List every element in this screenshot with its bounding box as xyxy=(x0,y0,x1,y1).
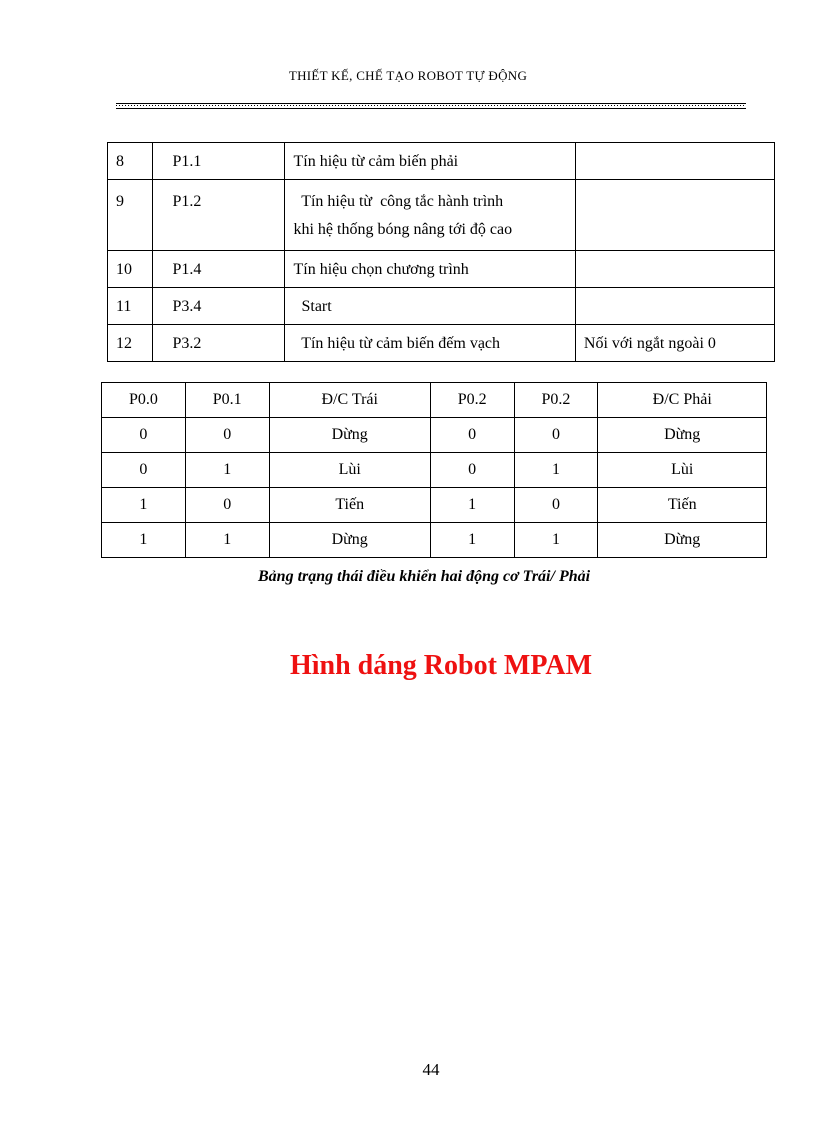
row-number: 9 xyxy=(108,180,153,251)
section-title: Hình dáng Robot MPAM xyxy=(289,650,593,681)
table-cell: Dừng xyxy=(269,523,430,558)
table-cell: Dừng xyxy=(269,418,430,453)
table-row xyxy=(108,143,775,180)
note-cell xyxy=(575,251,774,288)
row-number: 11 xyxy=(108,288,153,325)
table-cell: 0 xyxy=(185,418,269,453)
table-row xyxy=(108,251,775,288)
table-cell: 1 xyxy=(102,523,186,558)
column-header: Đ/C Trái xyxy=(269,383,430,418)
table-cell: 0 xyxy=(430,418,514,453)
table-caption: Bảng trạng thái điều khiển hai động cơ Trái/ Phải xyxy=(258,568,591,585)
table-row xyxy=(102,418,767,453)
column-header: P0.2 xyxy=(430,383,514,418)
table-cell: 0 xyxy=(430,453,514,488)
table-cell: 0 xyxy=(102,418,186,453)
note-cell xyxy=(575,143,774,180)
description-cell xyxy=(285,180,575,251)
table-cell: 1 xyxy=(514,453,598,488)
table-row xyxy=(102,453,767,488)
description-line-2: khi hệ thống bóng nâng tới độ cao xyxy=(293,221,513,238)
pin-cell: P1.4 xyxy=(152,251,285,288)
table-cell: Tiến xyxy=(269,488,430,523)
table-cell: 1 xyxy=(430,523,514,558)
pin-cell: P1.1 xyxy=(152,143,285,180)
table-cell: 1 xyxy=(185,523,269,558)
description-cell: Tín hiệu từ cảm biến đếm vạch xyxy=(285,325,575,362)
table-cell: 0 xyxy=(102,453,186,488)
table-row xyxy=(108,288,775,325)
table-cell: Tiến xyxy=(598,488,767,523)
row-number: 10 xyxy=(108,251,153,288)
table-cell: 0 xyxy=(185,488,269,523)
column-header: P0.2 xyxy=(514,383,598,418)
table-cell: 1 xyxy=(185,453,269,488)
running-header: THIẾT KẾ, CHẾ TẠO ROBOT TỰ ĐỘNG xyxy=(288,68,528,83)
pin-cell: P3.2 xyxy=(152,325,285,362)
header-double-rule xyxy=(116,103,746,109)
description-cell: Tín hiệu chọn chương trình xyxy=(285,251,575,288)
table-header-row xyxy=(102,383,767,418)
pin-cell: P1.2 xyxy=(152,180,285,251)
table-row xyxy=(102,523,767,558)
page-number: 44 xyxy=(422,1060,440,1079)
table-cell: 1 xyxy=(430,488,514,523)
table-row xyxy=(108,180,775,251)
table-row xyxy=(108,325,775,362)
table-cell: Lùi xyxy=(598,453,767,488)
table-row xyxy=(102,488,767,523)
pin-assignment-table xyxy=(107,142,775,362)
description-line-1: Tín hiệu từ công tắc hành trình xyxy=(293,193,504,210)
description-cell: Start xyxy=(285,288,575,325)
table-cell: 0 xyxy=(514,488,598,523)
table-cell: Dừng xyxy=(598,523,767,558)
table-cell: Lùi xyxy=(269,453,430,488)
column-header: P0.0 xyxy=(102,383,186,418)
table-cell: Dừng xyxy=(598,418,767,453)
note-cell xyxy=(575,180,774,251)
column-header: Đ/C Phải xyxy=(598,383,767,418)
description-cell: Tín hiệu từ cảm biến phải xyxy=(285,143,575,180)
table-cell: 1 xyxy=(102,488,186,523)
row-number: 12 xyxy=(108,325,153,362)
pin-cell: P3.4 xyxy=(152,288,285,325)
table-cell: 1 xyxy=(514,523,598,558)
column-header: P0.1 xyxy=(185,383,269,418)
motor-state-table xyxy=(101,382,767,558)
table-cell: 0 xyxy=(514,418,598,453)
row-number: 8 xyxy=(108,143,153,180)
note-cell xyxy=(575,288,774,325)
note-cell: Nối với ngắt ngoài 0 xyxy=(575,325,774,362)
